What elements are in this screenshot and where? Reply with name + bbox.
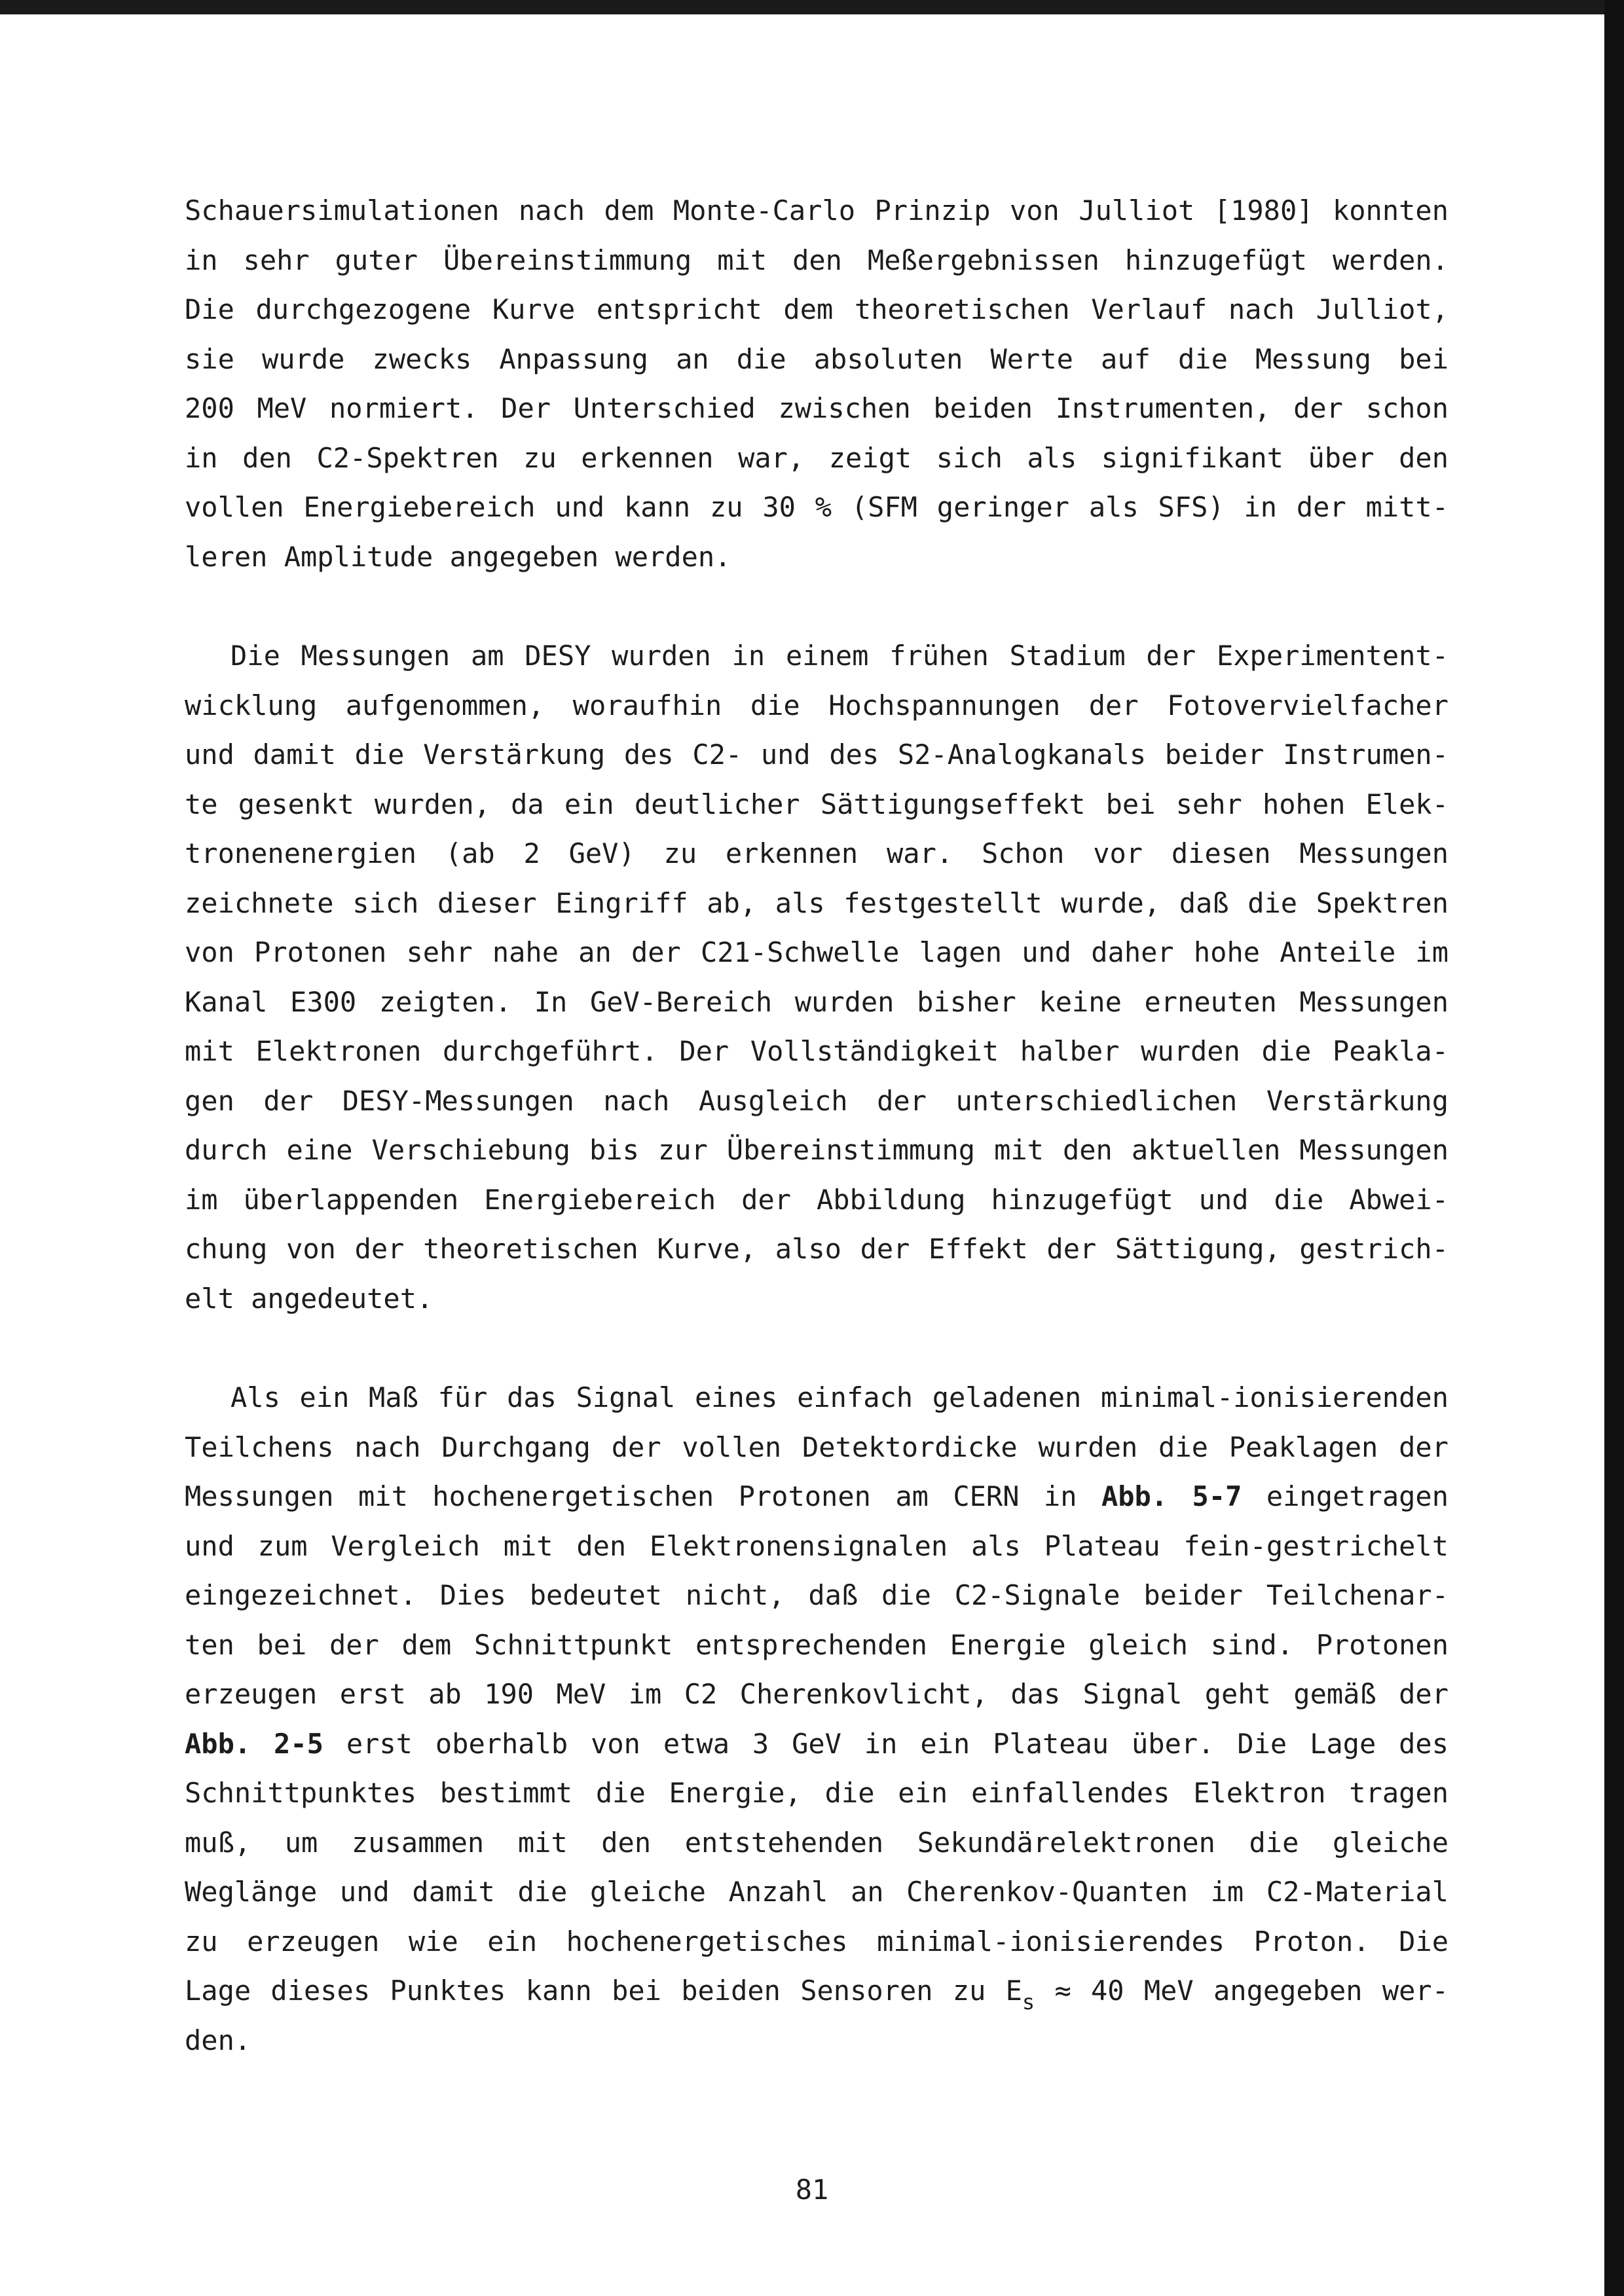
text-line: zu erzeugen wie ein hochenergetisches minimal-ionisierendes Proton. Die xyxy=(185,1925,1449,1958)
text-line: im überlappenden Energiebereich der Abbildung hinzugefügt und die Abwei- xyxy=(185,1183,1449,1216)
text-fragment: erst oberhalb von etwa 3 GeV in ein Plateau über. Die Lage des xyxy=(323,1727,1449,1760)
figure-reference: Abb. 2-5 xyxy=(185,1727,323,1760)
text-line: eingezeichnet. Dies bedeutet nicht, daß die C2-Signale beider Teilchenar- xyxy=(185,1579,1449,1611)
text-line: Als ein Maß für das Signal eines einfach geladenen minimal-ionisierenden xyxy=(231,1381,1449,1413)
text-line: sie wurde zwecks Anpassung an die absoluten Werte auf die Messung bei xyxy=(185,342,1449,375)
text-line: erzeugen erst ab 190 MeV im C2 Cherenkovlicht, das Signal geht gemäß der xyxy=(185,1678,1449,1710)
subscript: s xyxy=(1022,1990,1035,2014)
text-line: Teilchens nach Durchgang der vollen Detektordicke wurden die Peaklagen der xyxy=(185,1430,1449,1463)
text-line: Die durchgezogene Kurve entspricht dem theoretischen Verlauf nach Julliot, xyxy=(185,293,1449,325)
text-line: ten bei der dem Schnittpunkt entsprechenden Energie gleich sind. Protonen xyxy=(185,1628,1449,1661)
text-line: Die Messungen am DESY wurden in einem frühen Stadium der Experimentent- xyxy=(231,640,1449,672)
text-line: tronenenergien (ab 2 GeV) zu erkennen war. Schon vor diesen Messungen xyxy=(185,837,1449,869)
paragraph-2 xyxy=(185,631,1449,1323)
text-line: Schnittpunktes bestimmt die Energie, die ein einfallendes Elektron tragen xyxy=(185,1777,1449,1809)
text-line: Schauersimulationen nach dem Monte-Carlo Prinzip von Julliot [1980] konnten xyxy=(185,194,1449,227)
figure-reference: Abb. 5-7 xyxy=(1101,1480,1242,1512)
text-line: gen der DESY-Messungen nach Ausgleich der unterschiedlichen Verstärkung xyxy=(185,1084,1449,1117)
text-line: vollen Energiebereich und kann zu 30 % (SFM geringer als SFS) in der mitt- xyxy=(185,491,1449,523)
text-line: in sehr guter Übereinstimmung mit den Meßergebnissen hinzugefügt werden. xyxy=(185,244,1449,276)
text-line: durch eine Verschiebung bis zur Übereinstimmung mit den aktuellen Messungen xyxy=(185,1134,1449,1166)
scan-border-right xyxy=(1604,0,1624,2296)
text-fragment: Messungen mit hochenergetischen Protonen am CERN in xyxy=(185,1480,1101,1512)
text-line: te gesenkt wurden, da ein deutlicher Sättigungseffekt bei sehr hohen Elek- xyxy=(185,788,1449,820)
page-body xyxy=(185,186,1449,2065)
page-number: 81 xyxy=(795,2174,829,2206)
text-line: Weglänge und damit die gleiche Anzahl an Cherenkov-Quanten im C2-Material xyxy=(185,1876,1449,1908)
text-line: und damit die Verstärkung des C2- und des S2-Analogkanals beider Instrumen- xyxy=(185,738,1449,771)
text-fragment: Lage dieses Punktes kann bei beiden Sensoren zu E xyxy=(185,1975,1022,2007)
text-line: und zum Vergleich mit den Elektronensignalen als Plateau fein-gestrichelt xyxy=(185,1529,1449,1562)
text-fragment: eingetragen xyxy=(1242,1480,1449,1512)
text-line: muß, um zusammen mit den entstehenden Sekundärelektronen die gleiche xyxy=(185,1826,1449,1859)
text-line: von Protonen sehr nahe an der C21-Schwelle lagen und daher hohe Anteile im xyxy=(185,936,1449,968)
text-line: Kanal E300 zeigten. In GeV-Bereich wurden bisher keine erneuten Messungen xyxy=(185,985,1449,1018)
text-line: leren Amplitude angegeben werden. xyxy=(185,540,731,573)
scan-border-top xyxy=(0,0,1624,14)
paragraph-gap xyxy=(185,581,1449,631)
text-fragment: ≈ 40 MeV angegeben wer- xyxy=(1035,1975,1449,2007)
text-line xyxy=(185,1472,1449,1522)
paragraph-gap xyxy=(185,1323,1449,1373)
text-line: mit Elektronen durchgeführt. Der Vollständigkeit halber wurden die Peakla- xyxy=(185,1035,1449,1067)
paragraph-3 xyxy=(185,1373,1449,2065)
text-line: wicklung aufgenommen, woraufhin die Hochspannungen der Fotovervielfacher xyxy=(185,689,1449,721)
paragraph-1 xyxy=(185,186,1449,581)
text-line xyxy=(185,1966,1449,2016)
text-line xyxy=(185,1719,1449,1769)
text-line: zeichnete sich dieser Eingriff ab, als festgestellt wurde, daß die Spektren xyxy=(185,886,1449,919)
text-line: chung von der theoretischen Kurve, also der Effekt der Sättigung, gestrich- xyxy=(185,1233,1449,1265)
text-line: den. xyxy=(185,2024,251,2056)
text-line: elt angedeutet. xyxy=(185,1282,434,1315)
text-line: 200 MeV normiert. Der Unterschied zwischen beiden Instrumenten, der schon xyxy=(185,392,1449,424)
text-line: in den C2-Spektren zu erkennen war, zeigt sich als signifikant über den xyxy=(185,441,1449,474)
